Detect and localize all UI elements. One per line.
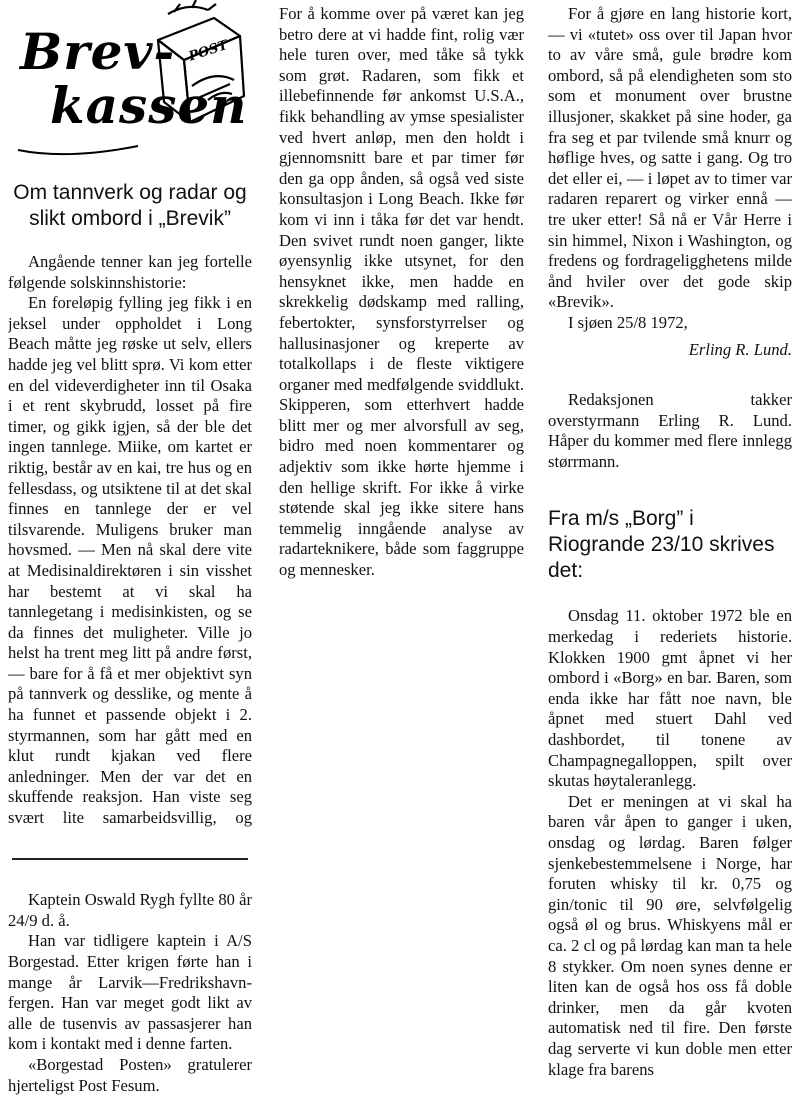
article-1-signature: Erling R. Lund. — [688, 339, 792, 359]
birthday-notice — [8, 890, 252, 1096]
birthday-paragraph: Han var tidligere kaptein i A/S Borgestad. Etter krigen førte han i mange år Larvik—Fredrikshavn-fergen. Han var meget godt likt av alle de tusenvis av passasjerer han kom i kontakt med i denne farten. — [8, 931, 252, 1054]
article-2-paragraph: Det er meningen at vi skal ha baren vår åpen to ganger i uken, onsdag og lørdag. Baren følger sjenkebestemmelsene i Norge, har foruten whisky til kr. 0,75 og gin/tonic til 90 øre, selvfølgelig også øl og brus. Whiskyens mål er ca. 2 cl og på lørdag kan man ta hele 8 stykker. Om noen synes denne er liten kan de også hos oss få doble drinker, men da går kvoten automatisk ned til fire. Den første dag serverte vi kun doble men etter klage fra barens — [548, 791, 792, 1079]
logo-line-1: Brev- — [20, 22, 176, 81]
birthday-paragraph: Kaptein Oswald Rygh fyllte 80 år 24/9 d. å. — [8, 890, 252, 930]
article-1-paragraph: Angående tenner kan jeg fortelle følgende solskinnshistorie: — [8, 252, 252, 292]
editor-note: Redaksjonen takker overstyrmann Erling R. Lund. Håper du kommer med flere innlegg størrmann. — [548, 390, 792, 471]
column-2 — [279, 4, 524, 1044]
section-divider — [12, 858, 248, 860]
brevkassen-logo — [8, 0, 252, 168]
article-1-paragraph: For å gjøre en lang historie kort, — vi «tutet» oss over til Japan hvor to av våre små, gule brødre kom ombord, så på elendigheten som sto som et monument over brustne illusjoner, skakket på sine hoder, ga fra seg et par tvilende små knurr og høflige hves, og satte i gang. Og tro det eller ei, — i løpet av to timer var radaren reparert og virker ennå — tre uker etter! Så nå er Vår Herre i sin himmel, Nixon i Washington, og fredens og fordrageligghetens milde ånd hviler over det gode skip «Brevik». — [548, 4, 792, 312]
article-2-paragraph: Onsdag 11. oktober 1972 ble en merkedag i rederiets historie. Klokken 1900 gmt åpnet vi her ombord i «Borg» en bar. Baren, som enda ikke har fått noe navn, ble åpnet med stuert Dahl ved dashbordet, til tonene av Champagnegalloppen, spilt over skutas høytaleranlegg. — [548, 606, 792, 791]
article-1-paragraph: En foreløpig fylling jeg fikk i en jeksel under oppholdet i Long Beach måtte jeg røske ut selv, ellers hadde jeg vel blitt sprø. Vi kom etter en del videverdigheter inn til Osaka i et rent skybrudd, losset på fire timer, og gikk igjen, så der ble det ingen tannlege. Miike, om kartet er riktig, består av en kai, tre hus og en fellesdass, og utsiktene til at det skal finnes en tannlege der er vel tilsvarende. Muligens bruker man hovsmed. — Men nå skal dere vite at Medisinaldirektøren i sin visshet har bestemt at vi skal ha tannlegetang i medisinkisten, og se da finnes det muligheter. Ville jo helst ha trent meg litt på andre først, — bare for å få et mer objektivt syn på tannverk og desslike, og mente å ha funnet et passende objekt i 2. styrmannen, som har gått med en klut rundt kjakan ved flere anledninger. Men der var det en skuffende reaksjon. Han viste seg svært lite samarbeidsvillig, og — [8, 293, 252, 828]
article-1-paragraph-cont: For å komme over på været kan jeg betro dere at vi hadde fint, rolig vær hele turen over, med tåke så tykk som grøt. Radaren, som fikk et illebefinnende før ankomst U.S.A., fikk behandling av ymse spesialister ved hvert anløp, men den holdt i gjennomsnitt bare et par timer før den ga opp ånden, så også ved siste konsultasjon i Long Beach. Ikke før kom vi inn i tåka før det var hendt. Den svivet rundt noen ganger, likte øyensynlig ikke utsynet, for den hensyknet ikke, men hadde en skrekkelig dødskamp med ralling, febertokter, synsforstyrrelser og hallusinasjoner og kreperte av totalkollaps i de fleste viktigere organer med medfølgende sviddlukt. Skipperen, som etterhvert hadde blitt mer og mer alvorsfull av seg, bidro med noen kommentarer og adjektiv som ikke hørte hjemme i den hellige skrift. For ikke å virke støtende skal jeg ikke sitere hans temmelig inngående analyse av radarteknikere, både som faggruppe og mennesker. — [279, 4, 524, 580]
column-1 — [8, 0, 252, 1096]
article-1-dateline: I sjøen 25/8 1972, — [568, 312, 688, 332]
logo-line-2: kassen — [50, 76, 248, 135]
mailbox-label: POST — [186, 37, 230, 65]
article-1-col1-text — [8, 252, 252, 828]
article-2-headline: Fra m/s „Borg” i Riogrande 23/10 skrives det: — [548, 507, 775, 583]
column-3 — [548, 4, 792, 1080]
article-1-headline: Om tannverk og radar og slikt ombord i „Brevik” — [13, 181, 247, 230]
birthday-paragraph: «Borgestad Posten» gratulerer hjerteligst Post Fesum. — [8, 1054, 252, 1095]
